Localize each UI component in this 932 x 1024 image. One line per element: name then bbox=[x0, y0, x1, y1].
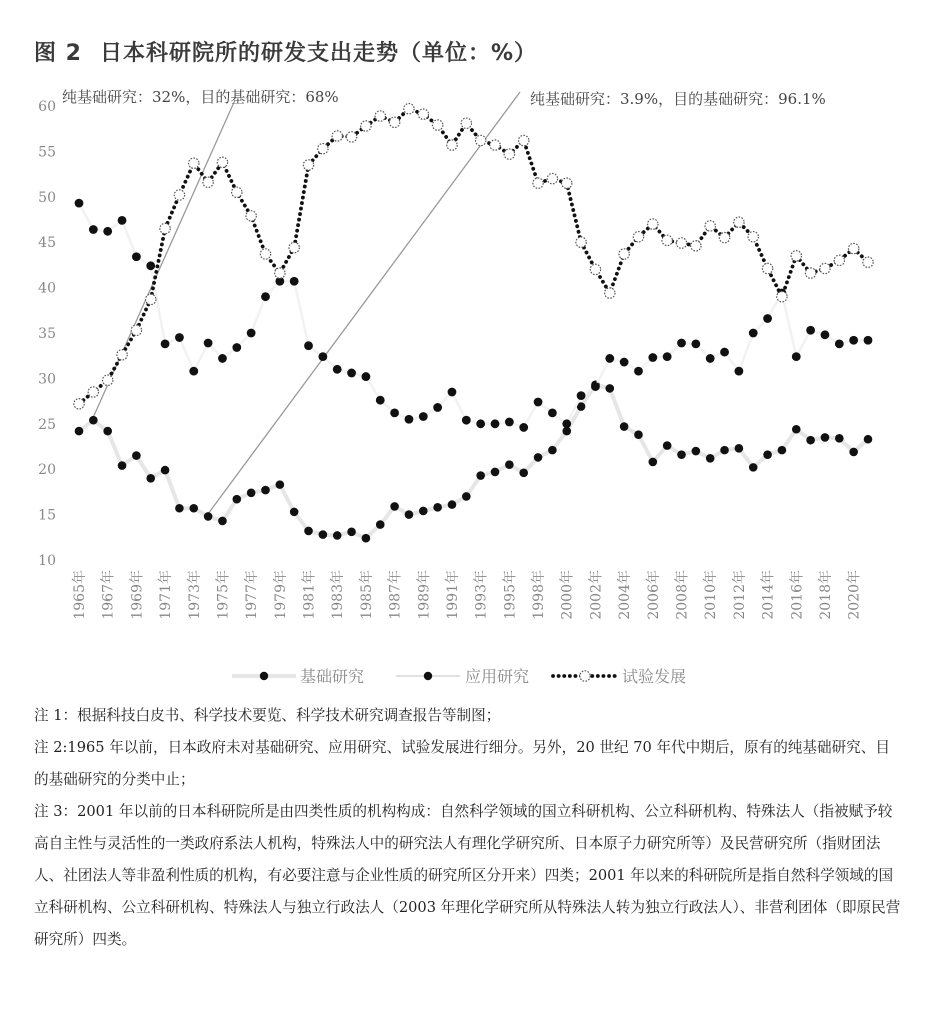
annotations bbox=[62, 88, 826, 518]
annotation-pointer-1 bbox=[92, 100, 235, 420]
data-point-basic bbox=[175, 504, 184, 513]
data-point-basic bbox=[161, 466, 170, 475]
data-point-development bbox=[189, 158, 199, 168]
data-point-basic bbox=[103, 427, 112, 436]
data-point-applied bbox=[577, 391, 586, 400]
data-point-development bbox=[432, 120, 442, 130]
data-point-applied bbox=[189, 367, 198, 376]
x-tick-label: 2014年 bbox=[760, 570, 777, 620]
x-tick-label: 2010年 bbox=[703, 570, 720, 620]
data-point-development bbox=[547, 173, 557, 183]
data-point-applied bbox=[433, 403, 442, 412]
y-tick-label: 30 bbox=[38, 371, 56, 388]
data-point-basic bbox=[505, 460, 514, 469]
legend-marker-basic bbox=[260, 672, 268, 680]
data-point-applied bbox=[290, 277, 299, 286]
data-point-development bbox=[576, 237, 586, 247]
annotation-pointer-2 bbox=[205, 92, 520, 518]
data-point-basic bbox=[304, 527, 313, 536]
data-point-basic bbox=[692, 447, 701, 456]
data-point-basic bbox=[491, 468, 500, 477]
series-line-development bbox=[79, 109, 868, 404]
x-tick-label: 2020年 bbox=[846, 570, 863, 620]
data-point-basic bbox=[146, 474, 155, 483]
x-tick-label: 1991年 bbox=[444, 570, 461, 620]
y-tick-label: 60 bbox=[38, 99, 56, 115]
data-point-development bbox=[332, 131, 342, 141]
x-tick-label: 1977年 bbox=[244, 570, 261, 620]
data-point-basic bbox=[376, 520, 385, 529]
data-point-development bbox=[361, 121, 371, 131]
data-point-basic bbox=[548, 446, 557, 455]
x-tick-label: 1965年 bbox=[72, 570, 88, 620]
data-point-basic bbox=[419, 507, 428, 516]
data-point-applied bbox=[448, 388, 457, 397]
y-tick-label: 25 bbox=[38, 416, 56, 433]
x-axis bbox=[71, 570, 863, 620]
data-point-basic bbox=[405, 510, 414, 519]
figure-title: 日本科研院所的研发支出走势（单位：%） bbox=[99, 41, 538, 66]
x-tick-label: 1985年 bbox=[358, 570, 375, 620]
x-tick-label: 2012年 bbox=[731, 570, 748, 620]
data-point-basic bbox=[247, 489, 256, 498]
data-point-applied bbox=[333, 365, 342, 374]
legend-label-basic: 基础研究 bbox=[300, 667, 365, 686]
data-point-development bbox=[303, 160, 313, 170]
y-tick-label: 40 bbox=[38, 280, 56, 297]
data-point-applied bbox=[864, 336, 873, 345]
data-point-basic bbox=[276, 480, 285, 489]
data-point-development bbox=[719, 232, 729, 242]
data-point-basic bbox=[620, 422, 629, 431]
annotation-1: 纯基础研究：32%，目的基础研究：68% bbox=[62, 88, 339, 106]
data-point-basic bbox=[677, 450, 686, 459]
data-point-development bbox=[805, 268, 815, 278]
data-point-applied bbox=[132, 252, 141, 261]
data-point-development bbox=[777, 291, 787, 301]
data-point-applied bbox=[405, 415, 414, 424]
data-point-applied bbox=[204, 339, 213, 348]
data-point-applied bbox=[103, 227, 112, 236]
note-2: 注 2:1965 年以前，日本政府未对基础研究、应用研究、试验发展进行细分。另外，20 世纪 70 年代中期后，原有的纯基础研究、目的基础研究的分类中止； bbox=[34, 739, 890, 788]
legend-marker-development bbox=[580, 671, 590, 681]
data-point-applied bbox=[534, 398, 543, 407]
data-point-applied bbox=[734, 367, 743, 376]
data-point-basic bbox=[75, 427, 84, 436]
x-tick-label: 1989年 bbox=[416, 570, 433, 620]
data-point-applied bbox=[218, 354, 227, 363]
y-tick-label: 20 bbox=[38, 462, 56, 479]
data-point-basic bbox=[347, 528, 356, 537]
data-point-applied bbox=[792, 352, 801, 361]
data-point-development bbox=[848, 243, 858, 253]
x-tick-label: 2004年 bbox=[617, 570, 634, 620]
y-tick-label: 15 bbox=[38, 507, 56, 524]
data-point-development bbox=[705, 221, 715, 231]
data-point-development bbox=[346, 132, 356, 142]
legend-marker-applied bbox=[424, 672, 432, 680]
data-point-applied bbox=[749, 329, 758, 338]
data-point-applied bbox=[519, 423, 528, 432]
x-tick-label: 1993年 bbox=[473, 570, 490, 620]
data-point-applied bbox=[677, 339, 686, 348]
data-point-applied bbox=[419, 412, 428, 421]
data-point-development bbox=[533, 178, 543, 188]
data-point-development bbox=[791, 251, 801, 261]
data-point-development bbox=[461, 118, 471, 128]
line-chart bbox=[0, 80, 932, 695]
data-point-basic bbox=[634, 430, 643, 439]
data-point-basic bbox=[806, 436, 815, 445]
data-point-applied bbox=[634, 367, 643, 376]
series-layer bbox=[74, 104, 873, 543]
data-point-development bbox=[160, 223, 170, 233]
data-point-development bbox=[447, 140, 457, 150]
data-point-development bbox=[418, 109, 428, 119]
data-point-basic bbox=[534, 453, 543, 462]
data-point-basic bbox=[204, 512, 213, 521]
x-tick-label: 2000年 bbox=[559, 570, 576, 620]
data-point-applied bbox=[720, 348, 729, 357]
annotation-2: 纯基础研究：3.9%，目的基础研究：96.1% bbox=[530, 90, 826, 108]
x-tick-label: 1995年 bbox=[502, 570, 519, 620]
data-point-development bbox=[863, 257, 873, 267]
x-tick-label: 2008年 bbox=[674, 570, 691, 620]
data-point-applied bbox=[232, 343, 241, 352]
data-point-applied bbox=[691, 339, 700, 348]
data-point-basic bbox=[433, 503, 442, 512]
notes bbox=[34, 700, 904, 956]
data-point-development bbox=[734, 217, 744, 227]
data-point-basic bbox=[189, 504, 198, 513]
data-point-basic bbox=[778, 446, 787, 455]
data-point-development bbox=[289, 242, 299, 252]
x-tick-label: 1971年 bbox=[158, 570, 175, 620]
chart-title bbox=[34, 36, 537, 67]
data-point-applied bbox=[806, 326, 815, 335]
data-point-basic bbox=[233, 495, 242, 504]
data-point-development bbox=[275, 268, 285, 278]
data-point-development bbox=[146, 294, 156, 304]
data-point-applied bbox=[175, 333, 184, 342]
data-point-development bbox=[131, 325, 141, 335]
data-point-basic bbox=[448, 500, 457, 509]
data-point-development bbox=[102, 375, 112, 385]
data-point-applied bbox=[390, 409, 399, 418]
data-point-basic bbox=[763, 450, 772, 459]
data-point-basic bbox=[735, 444, 744, 453]
data-point-development bbox=[504, 149, 514, 159]
x-tick-label: 1983年 bbox=[330, 570, 347, 620]
x-tick-label: 2002年 bbox=[588, 570, 605, 620]
data-point-applied bbox=[491, 419, 500, 428]
data-point-development bbox=[605, 288, 615, 298]
data-point-applied bbox=[821, 330, 830, 339]
data-point-applied bbox=[304, 341, 313, 350]
x-tick-label: 1987年 bbox=[387, 570, 404, 620]
data-point-applied bbox=[476, 419, 485, 428]
data-point-development bbox=[820, 263, 830, 273]
data-point-development bbox=[676, 238, 686, 248]
data-point-applied bbox=[562, 419, 571, 428]
data-point-applied bbox=[146, 261, 155, 270]
data-point-development bbox=[619, 249, 629, 259]
x-tick-label: 1975年 bbox=[215, 570, 232, 620]
data-point-development bbox=[203, 177, 213, 187]
data-point-basic bbox=[261, 486, 270, 495]
data-point-development bbox=[834, 255, 844, 265]
data-point-basic bbox=[218, 517, 227, 526]
data-point-basic bbox=[519, 469, 528, 478]
data-point-development bbox=[318, 143, 328, 153]
y-axis bbox=[38, 99, 56, 569]
data-point-applied bbox=[75, 199, 84, 208]
data-point-basic bbox=[290, 508, 299, 517]
data-point-basic bbox=[849, 448, 858, 457]
x-tick-label: 1967年 bbox=[100, 570, 117, 620]
y-tick-label: 35 bbox=[38, 326, 56, 342]
data-point-basic bbox=[89, 416, 98, 425]
data-point-applied bbox=[620, 358, 629, 367]
legend-label-development: 试验发展 bbox=[622, 667, 687, 686]
data-point-applied bbox=[161, 339, 170, 348]
data-point-basic bbox=[333, 531, 342, 540]
data-point-basic bbox=[462, 492, 471, 501]
y-tick-label: 45 bbox=[38, 235, 56, 252]
data-point-development bbox=[232, 187, 242, 197]
y-tick-label: 55 bbox=[38, 144, 56, 161]
data-point-development bbox=[662, 235, 672, 245]
data-point-development bbox=[74, 399, 84, 409]
data-point-basic bbox=[663, 441, 672, 450]
note-1: 注 1：根据科技白皮书、科学技术要览、科学技术研究调查报告等制图； bbox=[34, 707, 501, 724]
data-point-basic bbox=[864, 435, 873, 444]
y-tick-label: 50 bbox=[38, 189, 56, 206]
data-point-basic bbox=[720, 446, 729, 455]
data-point-applied bbox=[89, 225, 98, 234]
data-point-applied bbox=[462, 416, 471, 425]
data-point-development bbox=[404, 104, 414, 114]
data-point-development bbox=[633, 232, 643, 242]
data-point-applied bbox=[835, 339, 844, 348]
data-point-development bbox=[762, 263, 772, 273]
x-tick-label: 1969年 bbox=[129, 570, 146, 620]
data-point-applied bbox=[591, 382, 600, 391]
x-tick-label: 1981年 bbox=[301, 570, 318, 620]
data-point-basic bbox=[319, 530, 328, 539]
legend-label-applied: 应用研究 bbox=[465, 667, 530, 686]
data-point-basic bbox=[792, 425, 801, 434]
data-point-applied bbox=[376, 396, 385, 405]
data-point-applied bbox=[318, 352, 327, 361]
data-point-basic bbox=[605, 384, 614, 393]
data-point-basic bbox=[835, 434, 844, 443]
note-3: 注 3：2001 年以前的日本科研院所是由四类性质的机构构成：自然科学领域的国立科研机构、公立科研机构、特殊法人（指被赋予较高自主性与灵活性的一类政府系法人机构，特殊法人中的研究法人有理化学研究所、日本原子力研究所等）及民营研究所（指财团法人、社团法人等非盈利性质的机构，有必要注意与企业性质的研究所区分开来）四类；2001 年以来的科研院所是指自然科学领域的国立科研机构、公立科研机构、特殊法人与独立行政法人（2003 年理化学研究所从特殊法人转为独立行政法人）、非营利团体（即原民营研究所）四类。 bbox=[34, 803, 901, 948]
x-tick-label: 2006年 bbox=[645, 570, 662, 620]
figure-number: 图 2 bbox=[34, 41, 82, 66]
data-point-basic bbox=[390, 502, 399, 511]
legend bbox=[232, 667, 686, 686]
data-point-applied bbox=[362, 372, 371, 381]
data-point-basic bbox=[476, 471, 485, 480]
x-tick-label: 1998年 bbox=[531, 570, 548, 620]
data-point-development bbox=[475, 135, 485, 145]
data-point-development bbox=[174, 190, 184, 200]
series-line-basic bbox=[79, 385, 868, 538]
data-point-development bbox=[260, 249, 270, 259]
data-point-applied bbox=[247, 329, 256, 338]
data-point-basic bbox=[132, 451, 141, 460]
data-point-development bbox=[490, 140, 500, 150]
data-point-applied bbox=[763, 314, 772, 323]
data-point-development bbox=[748, 232, 758, 242]
x-tick-label: 2016年 bbox=[789, 570, 806, 620]
x-tick-label: 2018年 bbox=[817, 570, 834, 620]
data-point-development bbox=[648, 219, 658, 229]
data-point-basic bbox=[821, 433, 830, 442]
data-point-development bbox=[691, 241, 701, 251]
data-point-development bbox=[217, 157, 227, 167]
data-point-development bbox=[519, 135, 529, 145]
data-point-applied bbox=[347, 369, 356, 378]
data-point-basic bbox=[649, 458, 658, 467]
data-point-applied bbox=[118, 216, 127, 225]
data-point-development bbox=[389, 117, 399, 127]
data-point-applied bbox=[706, 354, 715, 363]
x-tick-label: 1979年 bbox=[272, 570, 289, 620]
data-point-development bbox=[375, 111, 385, 121]
data-point-basic bbox=[362, 534, 371, 543]
data-point-applied bbox=[605, 354, 614, 363]
data-point-applied bbox=[505, 418, 514, 427]
data-point-applied bbox=[648, 353, 657, 362]
data-point-development bbox=[88, 387, 98, 397]
data-point-development bbox=[590, 264, 600, 274]
data-point-basic bbox=[118, 461, 127, 470]
data-point-applied bbox=[663, 352, 672, 361]
data-point-basic bbox=[706, 454, 715, 463]
data-point-basic bbox=[749, 463, 758, 472]
data-point-development bbox=[117, 350, 127, 360]
data-point-applied bbox=[548, 409, 557, 418]
x-tick-label: 1973年 bbox=[186, 570, 203, 620]
data-point-applied bbox=[849, 336, 858, 345]
data-point-applied bbox=[261, 292, 270, 301]
data-point-development bbox=[562, 178, 572, 188]
data-point-development bbox=[246, 211, 256, 221]
y-tick-label: 10 bbox=[38, 553, 56, 569]
